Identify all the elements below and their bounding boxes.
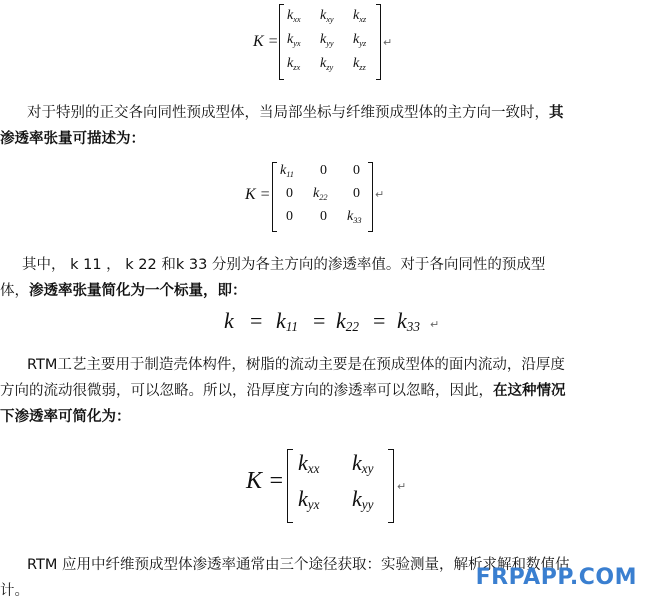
- p1-text: 对于特别的正交各向同性预成型体，当局部坐标与纤维预成型体的主方向一致时，: [27, 105, 549, 121]
- p4-line1: RTM 应用中纤维预成型体渗透率通常由三个途径获取：实验测量，解析求解和数值估: [27, 557, 570, 573]
- paragraph-rtm-process: [0, 352, 645, 430]
- eq1-cell: $k_{yz}$: [353, 32, 367, 48]
- paragraph-orthotropic: [0, 100, 645, 152]
- eq2-cell: $k_{11}$: [280, 163, 294, 179]
- p3-text: 方向的流动很微弱，可以忽略。所以，沿厚度方向的渗透率可以忽略，因此，: [0, 383, 493, 399]
- p2-line1: 其中， k 11 ， k 22 和k 33 分别为各主方向的渗透率值。对于各向同性的预成型: [22, 257, 546, 273]
- p3-line1: RTM工艺主要用于制造壳体构件，树脂的流动主要是在预成型体的面内流动，沿厚度: [27, 357, 565, 373]
- eq4-cell: $k_{xy}$: [352, 450, 374, 476]
- eq4-lhs: K =: [246, 468, 285, 494]
- p1-bold-start: 其: [549, 105, 564, 121]
- p2-text: 体，: [0, 283, 29, 299]
- site-watermark: FRPAPP.COM: [475, 565, 637, 590]
- eq2-cell: $k_{33}$: [347, 209, 362, 225]
- eq4-cell: $k_{xx}$: [298, 450, 320, 476]
- equation-2d-tensor: [0, 444, 651, 526]
- paragraph-principal-values: [0, 252, 645, 304]
- eq2-cell: 0: [286, 209, 293, 224]
- equation-diagonal-tensor: [0, 158, 651, 236]
- eq3-return-mark: ↵: [430, 318, 440, 331]
- p2-bold-text: 渗透率张量简化为一个标量，即：: [29, 283, 247, 299]
- eq3-equals: =: [250, 308, 263, 333]
- eq4-left-bracket: [287, 449, 293, 523]
- eq3-equals: =: [373, 308, 386, 333]
- p3-bold-text: 在这种情况: [493, 383, 566, 399]
- eq2-return-mark: ↵: [375, 188, 385, 201]
- p3-bold-line3: 下渗透率可简化为：: [0, 409, 131, 425]
- eq1-cell: $k_{yx}$: [287, 32, 301, 48]
- eq1-cell: $k_{zx}$: [287, 56, 301, 72]
- eq2-cell: 0: [353, 186, 360, 201]
- eq1-cell: $k_{xy}$: [320, 8, 334, 24]
- eq2-cell: 0: [320, 209, 327, 224]
- p4-line2: 计。: [0, 583, 29, 599]
- eq4-right-bracket: [388, 449, 394, 523]
- eq2-left-bracket: [272, 162, 277, 232]
- eq1-cell: $k_{xz}$: [353, 8, 367, 24]
- eq2-cell: 0: [353, 163, 360, 178]
- eq2-cell: $k_{22}$: [313, 186, 328, 202]
- eq3-equals: =: [313, 308, 326, 333]
- eq1-cell: $k_{zz}$: [353, 56, 366, 72]
- eq1-return-mark: ↵: [383, 36, 393, 49]
- eq4-return-mark: ↵: [397, 480, 407, 493]
- eq4-cell: $k_{yx}$: [298, 486, 320, 512]
- eq2-right-bracket: [368, 162, 373, 232]
- eq1-cell: $k_{yy}$: [320, 32, 334, 48]
- eq3-k33: $k_{33}$: [397, 308, 420, 334]
- eq1-cell: $k_{zy}$: [320, 56, 334, 72]
- eq1-lhs: K =: [253, 33, 279, 50]
- eq4-cell: $k_{yy}$: [352, 486, 374, 512]
- eq1-cell: $k_{xx}$: [287, 8, 301, 24]
- eq2-cell: 0: [286, 186, 293, 201]
- equation-scalar: [0, 306, 651, 342]
- eq2-cell: 0: [320, 163, 327, 178]
- eq3-k22: $k_{22}$: [336, 308, 359, 334]
- eq1-left-bracket: [279, 4, 284, 80]
- p1-bold-text: 渗透率张量可描述为：: [0, 131, 145, 147]
- eq3-k: k: [224, 308, 234, 333]
- equation-full-tensor: [0, 0, 651, 84]
- eq2-lhs: K =: [245, 186, 271, 203]
- eq3-k11: $k_{11}$: [276, 308, 298, 334]
- eq1-right-bracket: [376, 4, 381, 80]
